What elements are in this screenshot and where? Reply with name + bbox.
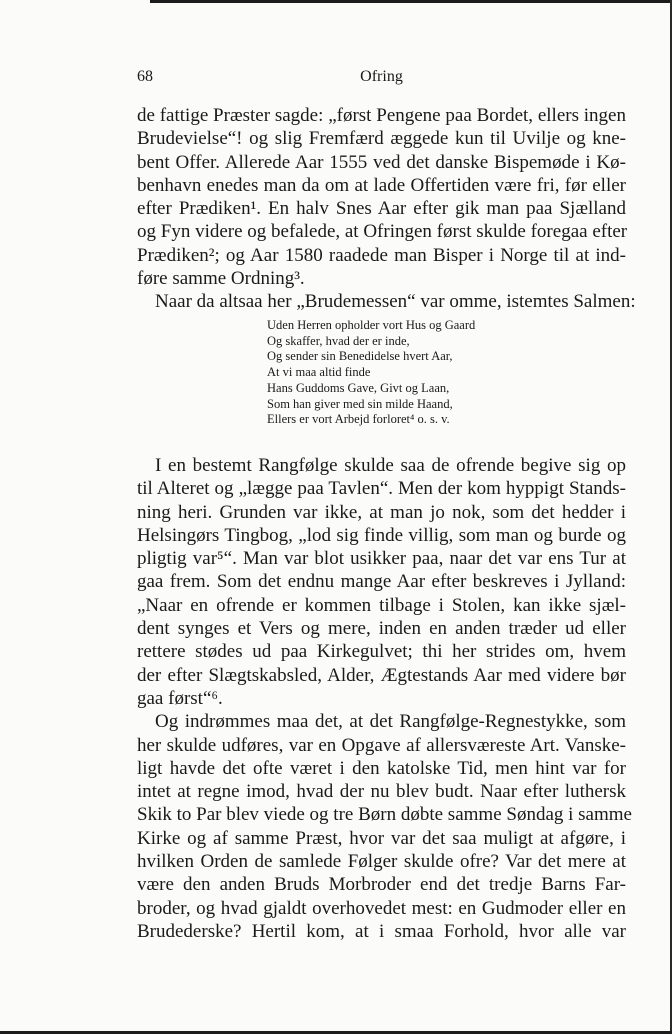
text-block-upper bbox=[137, 104, 636, 314]
text-line: broder, og hvad gjaldt overhovedet mest: en Gudmoder eller en bbox=[137, 897, 626, 919]
text-block-lower bbox=[137, 454, 632, 943]
hymn-line: Ellers er vort Arbejd forloret⁴ o. s. v. bbox=[267, 412, 450, 427]
text-line: føre samme Ordning³. bbox=[137, 268, 305, 290]
text-line: der efter Slægtskabsled, Alder, Ægtestands Aar med videre bør bbox=[137, 664, 626, 686]
hymn-line: Og sender sin Benedidelse hvert Aar, bbox=[267, 349, 453, 364]
page-header bbox=[137, 68, 626, 92]
text-line: hvilken Orden de samlede Følger skulde ofre? Var det mere at bbox=[137, 851, 626, 873]
text-line: her skulde udføres, var en Opgave af allersværeste Art. Vanske- bbox=[137, 734, 626, 756]
text-line: gaa frem. Som det endnu mange Aar efter beskreves i Jylland: bbox=[137, 571, 626, 593]
text-line: til Alteret og „lægge paa Tavlen“. Men der kom hyppigt Stands- bbox=[137, 478, 626, 500]
text-line: Kirke og af samme Præst, hvor var det saa muligt at afgøre, i bbox=[137, 827, 626, 849]
text-line: og Fyn videre og befalede, at Ofringen først skulde foregaa efter bbox=[137, 221, 628, 243]
text-line: Brudevielse“! og slig Fremfærd æggede kun til Uvilje og kne- bbox=[137, 128, 626, 150]
text-line: benhavn enedes man da om at lade Offertiden være fri, før eller bbox=[137, 174, 626, 196]
text-line: bent Offer. Allerede Aar 1555 ved det danske Bispemøde i Kø- bbox=[137, 151, 626, 173]
scan-edge-top bbox=[150, 0, 672, 3]
text-line: rettere stødes ud paa Kirkegulvet; thi her strides om, hvem bbox=[137, 641, 626, 663]
text-line: Prædiken²; og Aar 1580 raadede man Bisper i Norge til at ind- bbox=[137, 244, 626, 266]
text-line: efter Prædiken¹. En halv Snes Aar efter gik man paa Sjælland bbox=[137, 198, 626, 220]
text-line: dent synges et Vers og mere, inden en anden træder ud eller bbox=[137, 618, 626, 640]
text-line: I en bestemt Rangfølge skulde saa de ofrende begive sig op bbox=[155, 455, 626, 476]
page-number: 68 bbox=[137, 68, 153, 85]
hymn-line: Hans Guddoms Gave, Givt og Laan, bbox=[267, 380, 450, 395]
text-line: Naar da altsaa her „Brudemessen“ var omme, istemtes Salmen: bbox=[155, 291, 636, 313]
text-line: gaa først“⁶. bbox=[137, 687, 223, 709]
hymn-quote bbox=[267, 318, 475, 428]
text-line: pligtig var⁵“. Man var blot usikker paa, naar det var ens Tur at bbox=[137, 548, 626, 570]
text-line: være den anden Bruds Morbroder end det tredje Barns Far- bbox=[137, 874, 626, 896]
hymn-line: Som han giver med sin milde Haand, bbox=[267, 396, 453, 411]
text-line: ligt havde det ofte været i den katolske Tid, men hint var for bbox=[137, 757, 626, 779]
text-line: „Naar en ofrende er kommen tilbage i Stolen, kan ikke sjæl- bbox=[137, 594, 626, 616]
text-line: Og indrømmes maa det, at det Rangfølge-Regnestykke, som bbox=[155, 711, 626, 733]
text-line: intet at regne imod, hvad der nu blev budt. Naar efter luthersk bbox=[137, 781, 626, 803]
text-line: Helsingørs Tingbog, „lod sig finde villig, som man og burde og bbox=[137, 524, 626, 546]
hymn-line: Og skaffer, hvad der er inde, bbox=[267, 333, 410, 348]
hymn-line: At vi maa altid finde bbox=[267, 365, 371, 380]
text-line: de fattige Præster sagde: „først Pengene paa Bordet, ellers ingen bbox=[137, 105, 626, 126]
hymn-line: Uden Herren opholder vort Hus og Gaard bbox=[267, 318, 476, 332]
text-line: Skik to Par blev viede og tre Børn døbte samme Søndag i samme bbox=[137, 804, 632, 826]
text-line: ning heri. Grunden var ikke, at man jo nok, som det hedder i bbox=[137, 501, 626, 523]
text-line: Brudederske? Hertil kom, at i smaa Forhold, hvor alle var bbox=[137, 920, 626, 942]
running-title: Ofring bbox=[360, 68, 403, 85]
